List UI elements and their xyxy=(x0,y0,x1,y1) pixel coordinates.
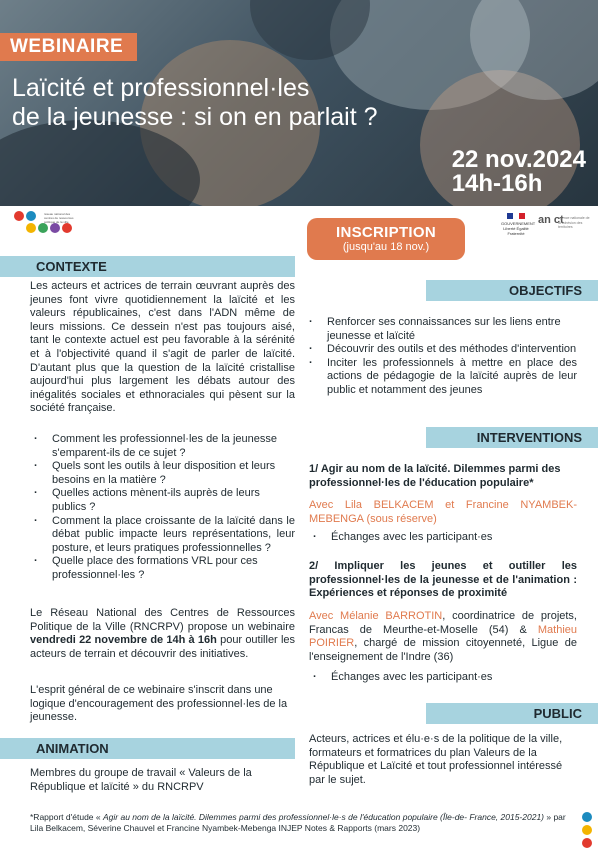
list-item: · Comment les professionnel·les de la jeunesse s'emparent-ils de ce sujet ? xyxy=(30,433,295,460)
footnote-a: *Rapport d'étude « xyxy=(30,812,103,822)
list-item: · Découvrir des outils et des méthodes d'intervention xyxy=(305,343,577,357)
intervention-1-title: 1/ Agir au nom de la laïcité. Dilemmes parmi des professionnel·les de l'éducation populaire* xyxy=(309,463,561,489)
list-item: · Comment la place croissante de la laïcité dans le débat public impacte leurs représentations, leur posture, et leurs pratiques professionnelles ? xyxy=(30,515,295,556)
inscription-deadline: (jusqu'au 18 nov.) xyxy=(342,241,430,253)
contexte-spirit: L'esprit général de ce webinaire s'inscrit dans une logique d'encouragement des professionnel·les de la jeunesse. xyxy=(30,684,288,724)
section-heading-interventions: INTERVENTIONS xyxy=(426,427,598,448)
animation-text: Membres du groupe de travail « Valeurs de la République et laïcité » du RNCRPV xyxy=(30,767,252,793)
anct-mark: an ct xyxy=(538,214,564,226)
speaker-role: , coordinatrice de projets, Francas de Meurthe-et-Moselle (54) & xyxy=(309,610,577,636)
french-flag-icon xyxy=(507,213,525,219)
government-logo xyxy=(501,213,536,237)
footnote-c: » par Lila Belkacem, Séverine Chauvel et Francine Nyambek-Mebenga INJEP Notes & Rapports (mars 2023) xyxy=(30,812,566,833)
speaker-role: , chargé de mission citoyenneté, Ligue de l'enseignement de l'Indre (36) xyxy=(309,637,577,663)
logo-dot xyxy=(62,223,72,233)
section-heading-public: PUBLIC xyxy=(426,703,598,724)
contexte-network-paragraph xyxy=(30,607,295,661)
logo-dot xyxy=(38,223,48,233)
logo-dot xyxy=(582,812,592,822)
list-item: · Échanges avec les participant·es xyxy=(309,531,577,545)
anct-logo xyxy=(538,212,593,236)
rncrpv-logo xyxy=(12,211,72,235)
hero-banner xyxy=(0,0,598,206)
webinar-tag: WEBINAIRE xyxy=(0,33,137,61)
inscription-button[interactable] xyxy=(307,218,465,260)
footnote-report-title: Agir au nom de la laïcité. Dilemmes parmi des professionnel·le·s de l'éducation populaire (Île-de- France, 2015-2021) xyxy=(102,812,544,822)
section-heading-contexte: CONTEXTE xyxy=(0,256,295,277)
logo-dot xyxy=(26,223,36,233)
page-title xyxy=(12,74,532,132)
event-time: 14h-16h xyxy=(451,170,543,197)
intervention-1-speakers: Avec Lila BELKACEM et Francine NYAMBEK-MEBENGA (sous réserve) xyxy=(309,499,577,525)
list-item: · Quelle place des formations VRL pour ces professionnel·les ? xyxy=(30,555,295,582)
list-item: · Quels sont les outils à leur disposition et leurs besoins en la matière ? xyxy=(30,460,295,487)
objectifs-list xyxy=(305,316,577,398)
speaker-name: Mathieu POIRIER xyxy=(309,623,577,650)
public-text: Acteurs, actrices et élu·e·s de la politique de la ville, formateurs et formatrices du plan Valeurs de la République et Laïcité et tout professionnel intéressé par le sujet. xyxy=(309,733,563,786)
government-caption: GOUVERNEMENT Liberté Égalité Fraternité xyxy=(501,221,536,236)
section-heading-objectifs: OBJECTIFS xyxy=(426,280,598,301)
network-text-c: pour outiller les acteurs de terrain et découvrir des initiatives. xyxy=(30,634,296,660)
intervention-1-list xyxy=(309,531,577,545)
contexte-intro: Les acteurs et actrices de terrain œuvrant auprès des jeunes font vivre quotidiennement la laïcité et les valeurs républicaines, c'est dans l'ADN même de leurs missions. Ce dessein n'est pas toujours aisé, tant le contexte actuel est peu favorable à la sérénité et à l'objectivité quand il s'agit de parler de laïcité. D'autant plus que la question de la laïcité cristallise aujourd'hui plus largement les débats autour des inégalités sociales et ethnoraciales qui pèsent sur la société française. xyxy=(30,280,295,415)
logo-dot xyxy=(26,211,36,221)
contexte-questions xyxy=(30,433,295,583)
logo-dot xyxy=(582,825,592,835)
speaker-name: Avec Mélanie BARROTIN xyxy=(309,610,443,622)
logo-dot xyxy=(582,838,592,848)
section-heading-animation: ANIMATION xyxy=(0,738,295,759)
logo-dot xyxy=(50,223,60,233)
corner-logo xyxy=(580,812,594,852)
title-line-2: de la jeunesse : si on en parlait ? xyxy=(12,103,378,131)
intervention-2-title: 2/ Impliquer les jeunes et outiller les professionnel·les de la jeunesse et de l'animation : Expériences et réponses de proximité xyxy=(309,560,577,600)
footnote xyxy=(30,812,568,834)
title-line-1: Laïcité et professionnel·les xyxy=(12,74,310,102)
list-item: · Quelles actions mènent-ils auprès de leurs publics ? xyxy=(30,487,295,514)
logo-dot xyxy=(14,211,24,221)
network-text-a: Le Réseau National des Centres de Ressources Politique de la Ville (RNCRPV) propose un webinaire xyxy=(30,607,295,633)
network-text-date: vendredi 22 novembre de 14h à 16h xyxy=(30,634,217,647)
anct-caption: agence nationale de la cohésion des territoires xyxy=(558,216,590,229)
intervention-2-speakers xyxy=(309,610,577,664)
event-datetime xyxy=(452,148,586,196)
list-item: · Inciter les professionnels à mettre en place des actions de pédagogie de la laïcité auprès de leur public et notamment des jeunes xyxy=(305,357,577,398)
list-item: · Échanges avec les participant·es xyxy=(309,671,577,685)
rncrpv-caption: réseau national des centres de ressources politique de la ville xyxy=(44,212,74,224)
list-item: · Renforcer ses connaissances sur les liens entre jeunesse et laïcité xyxy=(305,316,577,343)
inscription-label: INSCRIPTION xyxy=(336,224,436,241)
intervention-2-list xyxy=(309,671,577,685)
event-date: 22 nov.2024 xyxy=(451,146,586,173)
